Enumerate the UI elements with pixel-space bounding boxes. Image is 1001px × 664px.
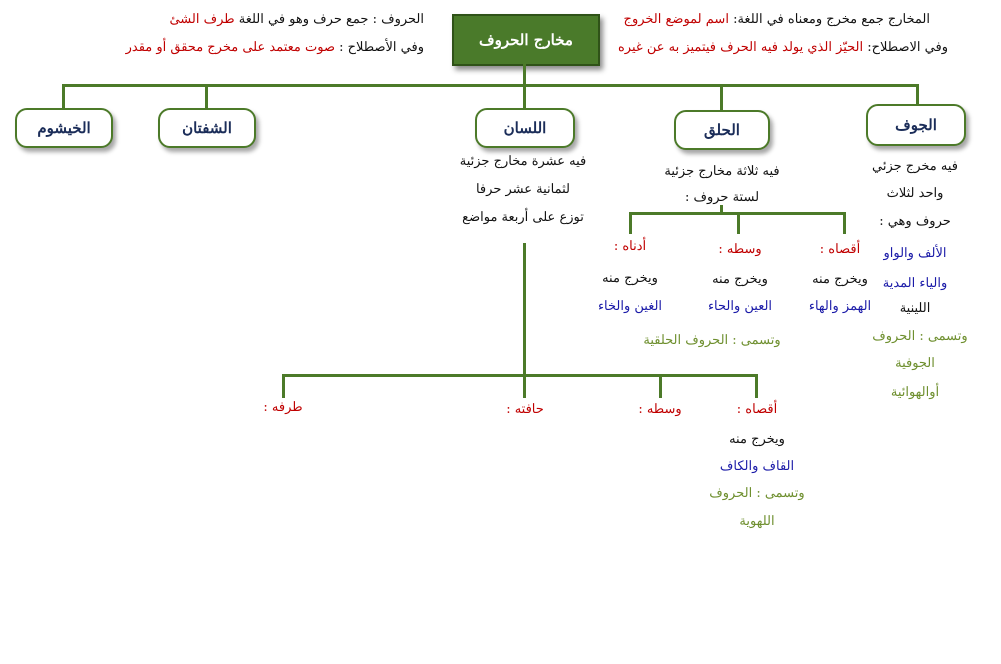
connector-lisan-sub-horizontal <box>282 374 758 377</box>
jawf-naming-line3: أوالهوائية <box>890 385 940 400</box>
def-letters-highlight: طرف الشئ <box>169 12 235 27</box>
jawf-desc-line1: فيه مخرج جزئي <box>872 159 958 174</box>
connector-lisan-aqsa <box>755 374 758 398</box>
connector-khayshum <box>62 84 65 108</box>
jawf-naming-line1: وتسمى : الحروف <box>872 329 968 344</box>
connector-halq <box>720 84 723 110</box>
def-letters-line1 <box>148 11 424 29</box>
def-makharij-highlight: اسم لموضع الخروج <box>623 12 729 27</box>
connector-lisan-hafa <box>523 374 526 398</box>
lisan-aqsa-out: ويخرج منه <box>729 432 785 447</box>
halq-adna-letters: الغين والخاء <box>597 299 663 314</box>
node-halq: الحلق <box>674 110 770 150</box>
connector-halq-adna <box>629 212 632 234</box>
halq-naming: وتسمى : الحروف الحلقية <box>643 333 781 348</box>
connector-lisan-taraf <box>282 374 285 398</box>
jawf-letters-line1: الألف والواو <box>883 246 947 261</box>
def-makharij-line2 <box>618 39 948 57</box>
lisan-aqsa-label: أقصاه : <box>736 402 778 417</box>
jawf-desc-line2: واحد لثلاث <box>886 186 944 201</box>
jawf-letters-line2: والياء المدية <box>882 276 948 291</box>
halq-wasat-label: وسطه : <box>718 242 762 257</box>
halq-adna-out: ويخرج منه <box>602 271 658 286</box>
node-khayshum: الخيشوم <box>15 108 113 148</box>
lisan-desc-line3: توزع على أربعة مواضع <box>462 210 584 225</box>
connector-jawf <box>916 84 919 104</box>
connector-lisan-sub-down <box>523 243 526 376</box>
lisan-aqsa-naming2: اللهوية <box>739 514 775 529</box>
halq-wasat-out: ويخرج منه <box>712 272 768 287</box>
def-letters-text: الحروف : جمع حرف وهو في اللغة <box>238 12 424 27</box>
def-letters-term-highlight: صوت معتمد على مخرج محقق أو مقدر <box>125 40 335 55</box>
lisan-wasat-label: وسطه : <box>638 402 682 417</box>
def-makharij-term-text: وفي الاصطلاح: <box>867 40 948 55</box>
connector-lisan <box>523 84 526 108</box>
connector-lisan-wasat <box>659 374 662 398</box>
connector-shafatan <box>205 84 208 108</box>
lisan-hafa-label: حافته : <box>506 402 544 417</box>
halq-adna-label: أدناه : <box>613 239 647 254</box>
def-makharij-term-highlight: الحيّز الذي يولد فيه الحرف فيتميز به عن غيره <box>617 40 864 55</box>
halq-aqsa-letters: الهمز والهاء <box>808 299 872 314</box>
halq-desc-line2: لستة حروف : <box>684 190 760 205</box>
node-shafatan: الشفتان <box>158 108 256 148</box>
jawf-naming-line2: الجوفية <box>895 356 935 371</box>
jawf-desc-line3: حروف وهي : <box>879 214 951 229</box>
halq-desc-line1: فيه ثلاثة مخارج جزئية <box>664 164 780 179</box>
lisan-aqsa-letters: القاف والكاف <box>719 459 795 474</box>
halq-aqsa-out: ويخرج منه <box>812 272 868 287</box>
halq-aqsa-label: أقصاه : <box>819 242 861 257</box>
lisan-desc-line1: فيه عشرة مخارج جزئية <box>459 154 587 169</box>
def-letters-line2 <box>125 39 424 57</box>
halq-wasat-letters: العين والحاء <box>707 299 773 314</box>
connector-root-down <box>523 64 526 86</box>
node-lisan: اللسان <box>475 108 575 148</box>
def-makharij-line1 <box>618 11 930 29</box>
node-jawf: الجوف <box>866 104 966 146</box>
lisan-aqsa-naming1: وتسمى : الحروف <box>709 486 805 501</box>
def-makharij-text: المخارج جمع مخرج ومعناه في اللغة: <box>733 12 930 27</box>
root-node-title: مخارج الحروف <box>452 14 600 66</box>
def-letters-term-text: وفي الأصطلاح : <box>339 40 424 55</box>
jawf-letters-line3: اللينية <box>899 301 931 316</box>
connector-halq-wasat <box>737 212 740 234</box>
connector-main-horizontal <box>62 84 919 87</box>
lisan-desc-line2: لثمانية عشر حرفا <box>475 182 571 197</box>
lisan-taraf-label: طرفه : <box>263 400 303 415</box>
connector-halq-aqsa <box>843 212 846 234</box>
